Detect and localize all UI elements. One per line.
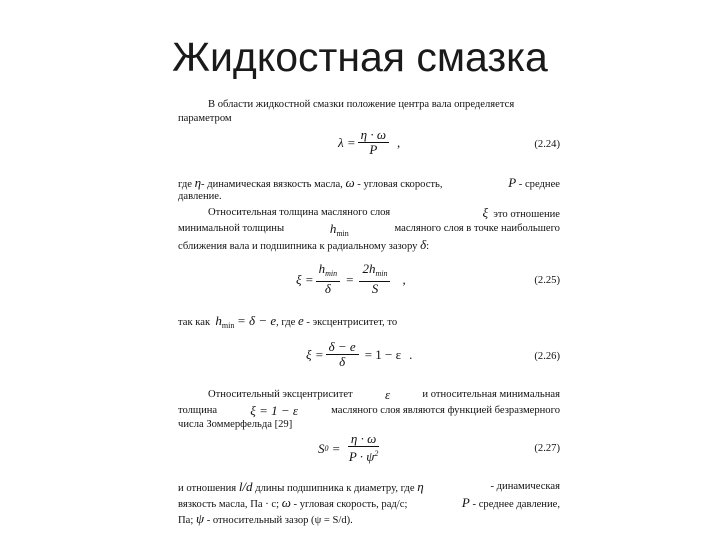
eq227-number: (2.27) (534, 443, 560, 454)
symbol-psi: ψ (195, 511, 205, 526)
text-relative-min: и относительная минимальная (422, 389, 560, 400)
eq225-number: (2.25) (534, 275, 560, 286)
eq224-numerator: η · ω (358, 128, 389, 143)
text-angular-speed: - угловая скорость, (357, 179, 443, 190)
equation-2-25 (178, 262, 560, 296)
text-length-to-diameter: длины подшипника к диаметру, где (255, 483, 415, 494)
symbol-p-2: P (461, 495, 470, 510)
text-approach: сближения вала и подшипника к радиальному зазору (178, 241, 418, 252)
symbol-xi-formula: ξ = 1 − ε (250, 403, 298, 418)
symbol-delta-minus-e: = δ − e (237, 313, 277, 328)
text-viscosity-units: вязкость масла, Па · с; (178, 499, 280, 510)
paragraph-eccentricity-line1 (178, 388, 560, 401)
eq227-fraction (346, 432, 382, 464)
paragraph-ratio-line2 (178, 496, 560, 511)
symbol-h: h (329, 221, 337, 236)
eq224-denominator: P (369, 142, 378, 157)
text-thickness: толщина (178, 405, 218, 416)
symbol-l-d: l/d (238, 479, 253, 494)
text-relative-clearance: - относительный зазор (ψ = S/d). (206, 515, 353, 526)
eq226-rhs: = 1 − ε (364, 347, 402, 362)
text-angular-units: - угловая скорость, рад/с; (293, 499, 408, 510)
eq224-comma: , (397, 135, 401, 150)
paragraph-center-position-line2: параметром (178, 113, 232, 124)
symbol-h-min: h (215, 313, 222, 328)
equation-2-26 (178, 340, 560, 374)
eq227-lhs-sub: 0 (324, 443, 329, 453)
eq225-num1: h (318, 261, 326, 276)
eq227-numerator: η · ω (348, 432, 379, 447)
paragraph-definitions-line3 (178, 206, 560, 221)
eq225-den1: δ (324, 281, 331, 296)
eq225-fraction-1 (316, 262, 341, 296)
eq227-denominator-sup: 2 (374, 449, 379, 458)
equation-2-27 (178, 432, 560, 466)
eq224-fraction (358, 128, 389, 157)
paragraph-definitions-line2: давление. (178, 191, 222, 202)
text-where: где (178, 179, 192, 190)
symbol-omega: ω (345, 175, 355, 190)
text-oil-layer-point: масляного слоя в точке наибольшего (394, 223, 560, 234)
symbol-xi: ξ (482, 205, 489, 220)
eq225-comma: , (402, 271, 406, 287)
eq227-denominator: P · ψ (348, 449, 375, 464)
text-average: - среднее (518, 179, 560, 190)
eq226-denominator: δ (339, 354, 346, 369)
text-colon: : (426, 241, 430, 252)
eq227-lhs: S (318, 440, 325, 456)
symbol-eta-2: η (417, 479, 424, 494)
eq225-num1-sub: min (325, 269, 338, 278)
text-function-of: масляного слоя являются функцией безразмерного (331, 405, 560, 416)
equation-2-24 (178, 128, 560, 162)
eq226-numerator: δ − e (326, 340, 359, 355)
paragraph-center-position-line1: В области жидкостной смазки положение центра вала определяется (208, 99, 515, 110)
text-relative-eccentricity: Относительный эксцентриситет (208, 389, 353, 400)
eq224-number: (2.24) (534, 139, 560, 150)
text-relative-thickness: Относительная толщина масляного слоя (208, 207, 391, 218)
symbol-eta: η (194, 175, 202, 190)
eq226-comma: . (409, 347, 413, 362)
text-dynamic: - динамическая (490, 481, 560, 492)
symbol-h-min-sub: min (221, 321, 235, 330)
text-this-ratio: это отношение (493, 209, 560, 220)
paragraph-ratio-line3 (178, 512, 560, 527)
eq227-equals: = (332, 440, 340, 456)
paragraph-definitions-line1 (178, 176, 560, 191)
text-and-ratio: и отношения (178, 483, 237, 494)
paragraph-eccentricity-line2 (178, 404, 560, 417)
text-pa: Па; (178, 515, 194, 526)
text-where-comma: , где (276, 317, 296, 328)
symbol-h-sub: min (336, 229, 349, 238)
symbol-p: P (508, 175, 517, 190)
eq225-equals: = (346, 271, 354, 287)
slide-title: Жидкостная смазка (172, 34, 548, 80)
text-dyn-viscosity: - динамическая вязкость масла, (201, 179, 343, 190)
eq225-fraction-2 (359, 262, 390, 296)
text-eccentricity-then: - эксцентриситет, то (306, 317, 398, 328)
eq226-number: (2.26) (534, 351, 560, 362)
eq225-num2: 2h (362, 261, 376, 276)
text-min-thickness: минимальной толщины (178, 223, 285, 234)
symbol-delta: δ (420, 237, 427, 252)
paragraph-definitions-line5 (178, 238, 560, 253)
symbol-e: e (297, 313, 304, 328)
symbol-epsilon: ε (384, 387, 391, 402)
paragraph-ratio-line1 (178, 480, 560, 495)
text-since: так как (178, 317, 211, 328)
document-page (178, 96, 560, 536)
eq226-fraction (326, 340, 359, 369)
eq224-lhs: λ = (338, 135, 356, 150)
eq225-num2-sub: min (375, 269, 388, 278)
eq226-lhs: ξ = (306, 347, 324, 362)
eq225-lhs: ξ = (296, 271, 314, 287)
paragraph-eccentricity-line3: числа Зоммерфельда [29] (178, 419, 293, 430)
symbol-omega-2: ω (281, 495, 291, 510)
paragraph-since (178, 314, 560, 332)
text-average-pressure: - среднее давление, (472, 499, 560, 510)
eq225-den2: S (371, 281, 379, 296)
